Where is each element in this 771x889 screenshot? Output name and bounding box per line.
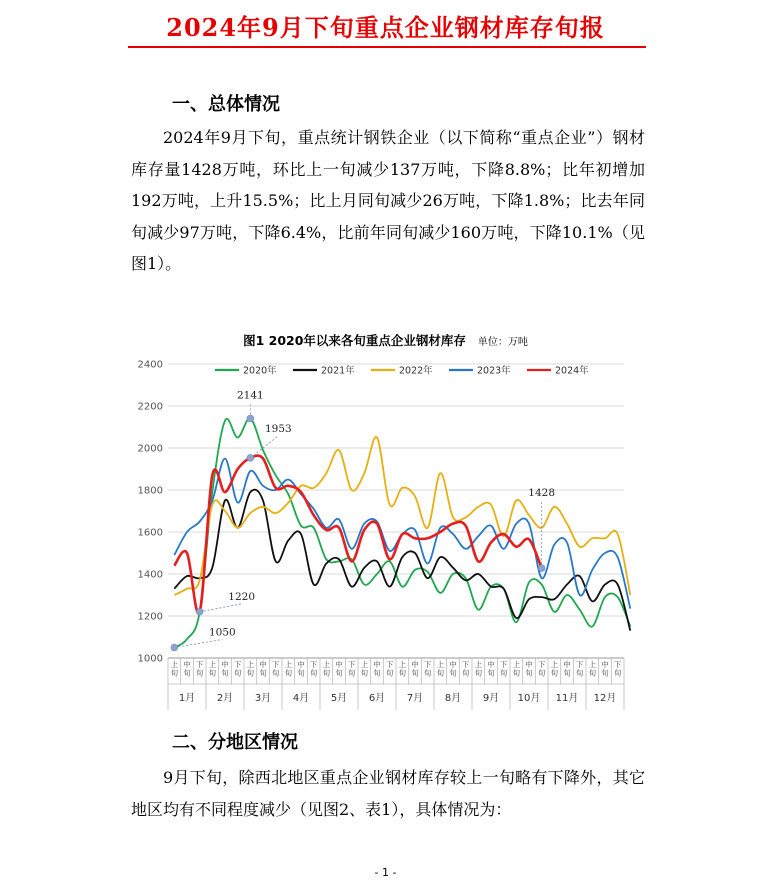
month-label: 8月: [444, 693, 462, 704]
x-sub-tick-label: 中: [601, 660, 609, 669]
x-sub-tick-label: 旬: [613, 668, 622, 678]
x-sub-tick-label: 上: [246, 660, 255, 669]
annotation-marker: [538, 565, 545, 572]
x-sub-tick-label: 下: [309, 660, 318, 669]
x-sub-tick-label: 旬: [335, 668, 343, 678]
legend-label: 2020年: [243, 365, 277, 377]
y-tick-label: 1400: [137, 569, 163, 581]
y-tick-label: 1800: [137, 485, 163, 497]
month-label: 11月: [555, 693, 579, 704]
x-sub-tick-label: 旬: [259, 668, 267, 678]
annotation-label: 1050: [208, 626, 236, 639]
y-tick-label: 1600: [137, 527, 163, 539]
x-sub-tick-label: 上: [170, 660, 179, 669]
figure-title: 图1 2020年以来各旬重点企业钢材库存: [243, 333, 466, 348]
x-sub-tick-label: 旬: [512, 668, 521, 678]
annotation-label: 1428: [528, 487, 556, 500]
x-sub-tick-label: 下: [423, 660, 432, 669]
title-rule: [128, 46, 646, 48]
month-label: 12月: [593, 693, 617, 704]
x-sub-tick-label: 旬: [208, 668, 217, 678]
x-sub-tick-label: 中: [487, 660, 495, 669]
legend-label: 2021年: [321, 365, 355, 377]
x-sub-tick-label: 旬: [499, 668, 508, 678]
month-label: 10月: [517, 693, 541, 704]
x-sub-tick-label: 旬: [423, 668, 432, 678]
x-sub-tick-label: 下: [613, 660, 622, 669]
x-sub-tick-label: 旬: [474, 668, 483, 678]
x-sub-tick-label: 下: [499, 660, 508, 669]
x-sub-tick-label: 下: [575, 660, 584, 669]
x-sub-tick-label: 上: [474, 660, 483, 669]
month-label: 6月: [368, 693, 386, 704]
annotation-marker: [247, 415, 254, 422]
annotation-label: 1220: [228, 590, 256, 603]
month-label: 7月: [406, 693, 424, 704]
legend-label: 2023年: [477, 365, 511, 377]
month-label: 4月: [292, 693, 310, 704]
x-sub-tick-label: 下: [271, 660, 280, 669]
x-sub-tick-label: 旬: [487, 668, 495, 678]
x-sub-tick-label: 中: [411, 660, 419, 669]
series-line-2021年: [174, 490, 630, 631]
x-sub-tick-label: 旬: [385, 668, 394, 678]
x-sub-tick-label: 旬: [373, 668, 381, 678]
y-tick-label: 1000: [137, 653, 163, 665]
x-sub-tick-label: 旬: [461, 668, 470, 678]
x-sub-tick-label: 上: [322, 660, 331, 669]
month-label: 1月: [178, 693, 196, 704]
x-sub-tick-label: 旬: [347, 668, 356, 678]
x-sub-tick-label: 旬: [537, 668, 546, 678]
x-sub-tick-label: 下: [347, 660, 356, 669]
section2-paragraph: 9月下旬，除西北地区重点企业钢材库存较上一旬略有下降外，其它地区均有不同程度减少（见图2、表1），具体情况为：: [131, 768, 645, 819]
x-sub-tick-label: 下: [537, 660, 546, 669]
x-sub-tick-label: 上: [436, 660, 445, 669]
x-sub-tick-label: 旬: [575, 668, 584, 678]
x-sub-tick-label: 旬: [297, 668, 305, 678]
x-sub-tick-label: 旬: [309, 668, 318, 678]
x-sub-tick-label: 上: [360, 660, 369, 669]
x-sub-tick-label: 上: [588, 660, 597, 669]
x-sub-tick-label: 中: [183, 660, 191, 669]
x-sub-tick-label: 旬: [195, 668, 204, 678]
x-sub-tick-label: 旬: [360, 668, 369, 678]
document-title: 2024年9月下旬重点企业钢材库存旬报: [166, 13, 605, 42]
x-sub-tick-label: 旬: [322, 668, 331, 678]
x-sub-tick-label: 旬: [284, 668, 293, 678]
x-sub-tick-label: 中: [259, 660, 267, 669]
x-sub-tick-label: 下: [385, 660, 394, 669]
month-label: 3月: [254, 693, 272, 704]
annotation-label: 2141: [236, 389, 264, 402]
inventory-line-chart: [125, 352, 635, 712]
x-sub-tick-label: 上: [398, 660, 407, 669]
page-number: - 1 -: [374, 866, 397, 879]
x-sub-tick-label: 旬: [449, 668, 457, 678]
x-sub-tick-label: 中: [449, 660, 457, 669]
x-sub-tick-label: 旬: [563, 668, 571, 678]
x-sub-tick-label: 旬: [183, 668, 191, 678]
section2-heading: 二、分地区情况: [172, 732, 298, 753]
figure-unit: 单位：万吨: [477, 337, 528, 348]
y-tick-label: 2200: [137, 401, 163, 413]
x-sub-tick-label: 旬: [398, 668, 407, 678]
x-sub-tick-label: 旬: [525, 668, 533, 678]
x-sub-tick-label: 上: [512, 660, 521, 669]
x-sub-tick-label: 下: [461, 660, 470, 669]
x-sub-tick-label: 旬: [271, 668, 280, 678]
x-sub-tick-label: 旬: [550, 668, 559, 678]
x-sub-tick-label: 上: [284, 660, 293, 669]
x-sub-tick-label: 旬: [436, 668, 445, 678]
x-sub-tick-label: 中: [373, 660, 381, 669]
figure-caption: [0, 331, 771, 349]
x-sub-tick-label: 旬: [233, 668, 242, 678]
month-label: 9月: [482, 693, 500, 704]
section1-paragraph: 2024年9月下旬，重点统计钢铁企业（以下简称“重点企业”）钢材库存量1428万吨，环比上一旬减少137万吨，下降8.8%；比年初增加192万吨，上升15.5%；比上月同旬减少26万吨，下降1.8%；比去年同旬减少97万吨，下降6.4%，比前年同旬减少160万吨，下降10.1%（见图1）。: [131, 128, 645, 273]
month-label: 2月: [216, 693, 234, 704]
x-sub-tick-label: 旬: [601, 668, 609, 678]
x-sub-tick-label: 旬: [246, 668, 255, 678]
x-sub-tick-label: 旬: [588, 668, 597, 678]
annotation-marker: [247, 454, 254, 461]
legend-label: 2024年: [555, 365, 589, 377]
month-label: 5月: [330, 693, 348, 704]
y-tick-label: 1200: [137, 611, 163, 623]
annotation-marker: [171, 644, 178, 651]
section1-heading: 一、总体情况: [172, 94, 280, 115]
x-sub-tick-label: 中: [335, 660, 343, 669]
x-sub-tick-label: 中: [221, 660, 229, 669]
annotation-label: 1953: [264, 422, 292, 435]
annotation-marker: [196, 608, 203, 615]
y-tick-label: 2000: [137, 443, 163, 455]
x-sub-tick-label: 旬: [221, 668, 229, 678]
x-sub-tick-label: 旬: [170, 668, 179, 678]
x-sub-tick-label: 旬: [411, 668, 419, 678]
x-sub-tick-label: 上: [208, 660, 217, 669]
y-tick-label: 2400: [137, 359, 163, 371]
x-sub-tick-label: 下: [195, 660, 204, 669]
annotation-leader: [200, 604, 242, 612]
x-sub-tick-label: 下: [233, 660, 242, 669]
x-sub-tick-label: 中: [563, 660, 571, 669]
x-sub-tick-label: 上: [550, 660, 559, 669]
x-sub-tick-label: 中: [297, 660, 305, 669]
legend-label: 2022年: [399, 365, 433, 377]
x-sub-tick-label: 中: [525, 660, 533, 669]
